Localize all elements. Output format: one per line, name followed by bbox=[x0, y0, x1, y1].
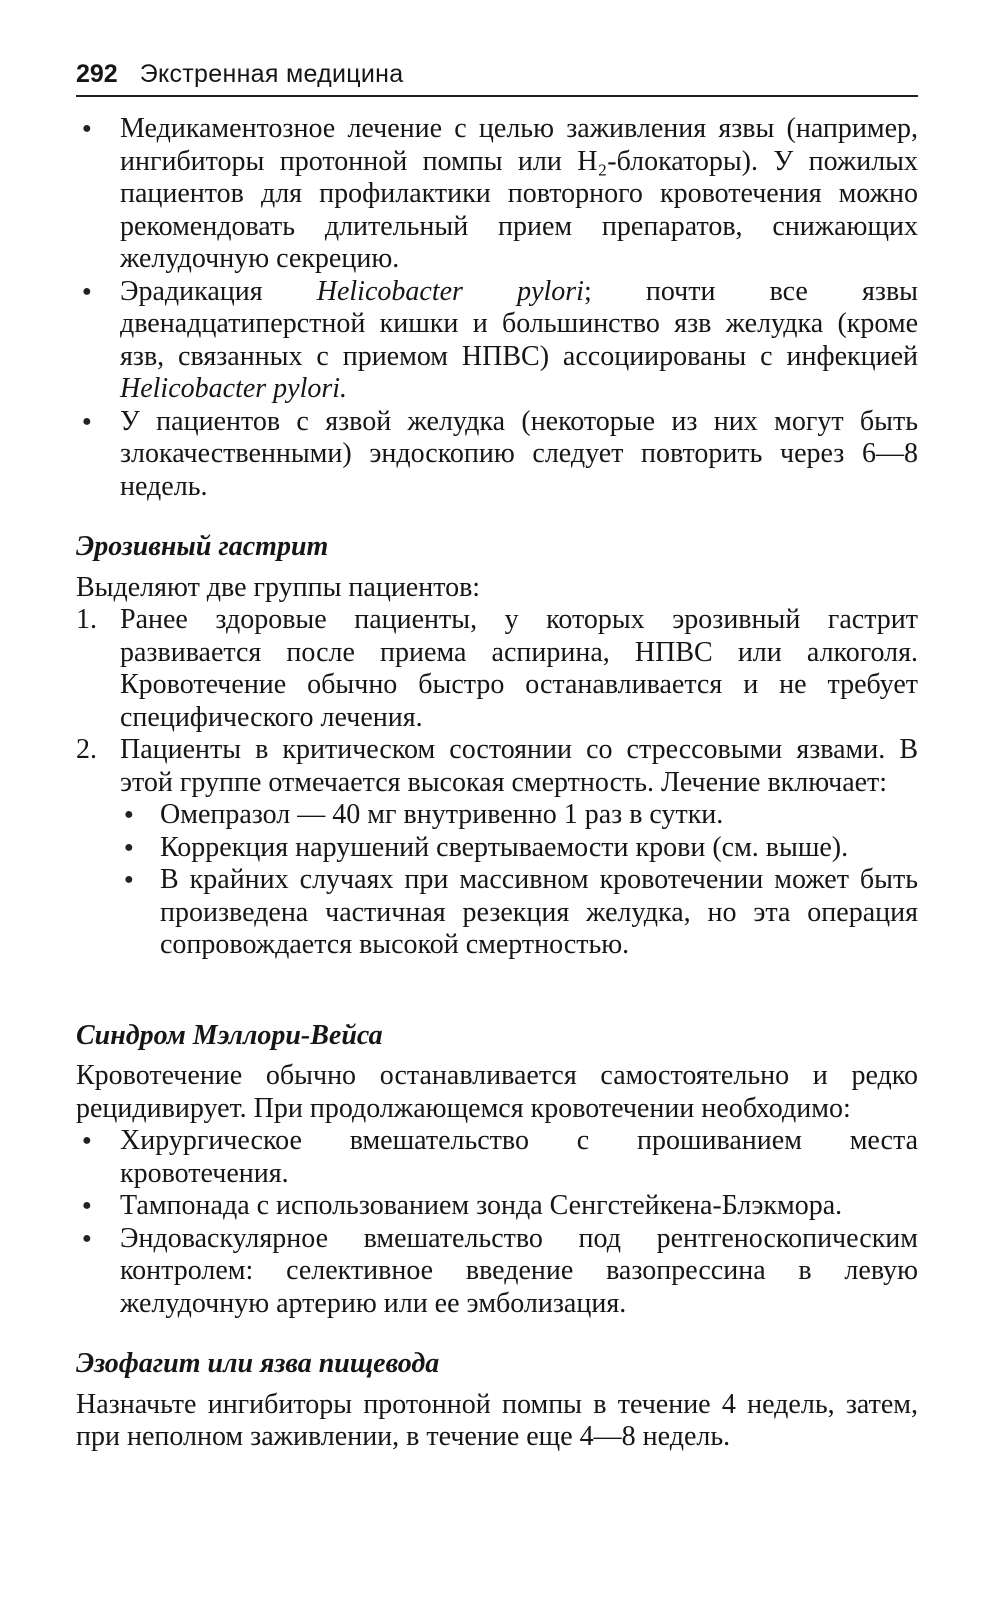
list-item bbox=[76, 734, 918, 962]
section-heading-esophagitis: Эзофагит или язва пищевода bbox=[76, 1348, 440, 1379]
running-header bbox=[76, 60, 918, 97]
list-marker: 2. bbox=[76, 734, 97, 765]
page-number: 292 bbox=[76, 60, 118, 88]
list-item: ● Медикаментозное лечение с целью заживления язвы (например, ингибиторы протонной помпы или H₂-блокаторы). У пожилых пациентов для профилактики повторного кровотечения можно рекомендовать длительный прием препаратов, снижающих желудочную секрецию. bbox=[76, 113, 918, 276]
section-heading-erosive-gastritis: Эрозивный гастрит bbox=[76, 531, 329, 562]
list-marker: 1. bbox=[76, 604, 97, 635]
list-item: ● В крайних случаях при массивном кровотечении может быть произведена частичная резекция желудка, но эта операция сопровождается высокой смертностью. bbox=[120, 864, 918, 962]
italic-term: Helicobacter pylori bbox=[316, 275, 584, 307]
paragraph: Кровотечение обычно останавливается самостоятельно и редко рецидивирует. При продолжающемся кровотечении необходимо: bbox=[76, 1060, 918, 1124]
intro-bullet-list bbox=[76, 113, 918, 503]
list-item: ● У пациентов с язвой желудка (некоторые из них могут быть злокачественными) эндоскопию следует повторить через 6—8 недель. bbox=[76, 406, 918, 504]
list-item-text: Пациенты в критическом состоянии со стрессовыми язвами. В этой группе отмечается высокая смертность. Лечение включает: bbox=[120, 734, 918, 798]
list-item: ● Омепразол — 40 мг внутривенно 1 раз в сутки. bbox=[120, 799, 918, 832]
list-item: ● Тампонада с использованием зонда Сенгстейкена-Блэкмора. bbox=[76, 1190, 918, 1223]
list-item: ● Коррекция нарушений свертываемости крови (см. выше). bbox=[120, 832, 918, 865]
list-item-text: Ранее здоровые пациенты, у которых эрозивный гастрит развивается после приема аспирина, НПВС или алкоголя. Кровотечение обычно быстро останавливается и не требует специфического лечения. bbox=[120, 604, 918, 733]
paragraph: Выделяют две группы пациентов: bbox=[76, 571, 481, 603]
italic-term: Helicobacter pylori. bbox=[120, 373, 348, 404]
book-page bbox=[76, 60, 918, 1454]
section-heading-mallory-weiss: Синдром Мэллори-Вейса bbox=[76, 1019, 383, 1051]
paragraph: Назначьте ингибиторы протонной помпы в течение 4 недель, затем, при неполном заживлении, в течение еще 4—8 недель. bbox=[76, 1388, 918, 1452]
sub-bullet-list bbox=[120, 799, 918, 962]
list-item bbox=[76, 276, 918, 406]
list-item: ● Эндоваскулярное вмешательство под рентгеноскопическим контролем: селективное введение вазопрессина в левую желудочную артерию или ее эмболизация. bbox=[76, 1223, 918, 1321]
numbered-list bbox=[76, 604, 918, 962]
text-run: ; почти все язвы двенадцатиперстной кишки и большинство язв желудка (кроме язв, связанных с приемом НПВС) ассоциированы с инфекцией bbox=[120, 275, 918, 372]
list-item bbox=[76, 604, 918, 734]
page-body bbox=[76, 113, 918, 1454]
bullet-list bbox=[76, 1125, 918, 1320]
list-item: ● Хирургическое вмешательство с прошиванием места кровотечения. bbox=[76, 1125, 918, 1190]
running-title: Экстренная медицина bbox=[139, 60, 404, 88]
text-run: Эрадикация bbox=[120, 275, 317, 307]
